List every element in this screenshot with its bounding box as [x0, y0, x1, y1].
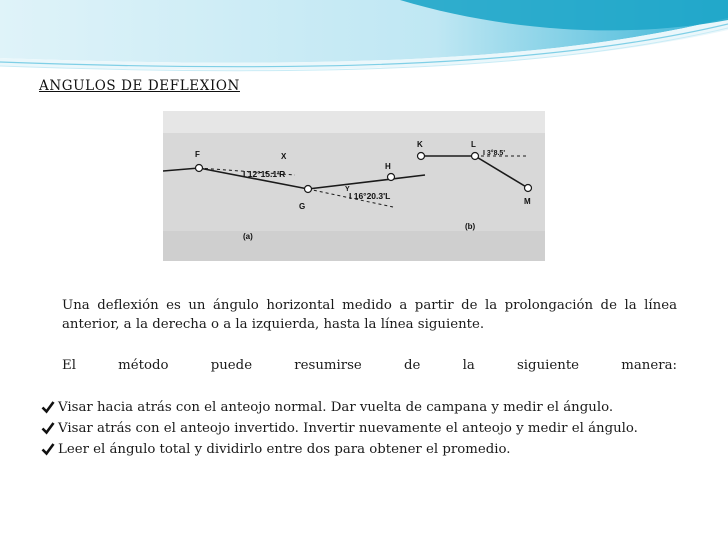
header-wave-decoration: [0, 0, 728, 78]
list-item-text: Leer el ángulo total y dividirlo entre dos para obtener el promedio.: [58, 442, 511, 457]
angle-label-2: I 16°20.3'L: [349, 191, 391, 201]
list-item-text: Visar atrás con el anteojo invertido. Invertir nuevamente el anteojo y medir el ángulo.: [58, 421, 638, 436]
angle-label-1: I 12°15.1'R: [243, 169, 286, 179]
point-label-y: Y: [345, 186, 350, 193]
method-word: resumirse: [294, 358, 362, 373]
point-label-x: X: [281, 152, 287, 161]
list-item-text: Visar hacia atrás con el anteojo normal. Dar vuelta de campana y medir el ángulo.: [58, 400, 614, 415]
point-label-g: G: [299, 202, 306, 211]
point-label-h: H: [385, 162, 391, 171]
list-item: [38, 439, 688, 460]
checkmark-icon: [38, 421, 58, 435]
point-label-m: M: [524, 197, 531, 206]
caption-b: (b): [465, 222, 476, 231]
point-label-f: F: [195, 150, 200, 159]
caption-a: (a): [243, 232, 253, 241]
list-item: [38, 418, 688, 439]
checkmark-icon: [38, 442, 58, 456]
method-word: puede: [210, 358, 253, 373]
slide-title: ANGULOS DE DEFLEXION: [39, 78, 240, 94]
list-item: [38, 397, 688, 418]
method-word: manera:: [621, 358, 677, 373]
method-intro-line: [62, 356, 677, 375]
definition-paragraph: Una deflexión es un ángulo horizontal medido a partir de la prolongación de la línea anterior, a la derecha o a la izquierda, hasta la línea siguiente.: [62, 298, 677, 332]
checkmark-icon: [38, 400, 58, 414]
method-word: siguiente: [516, 358, 580, 373]
deflection-angle-diagram: [163, 111, 545, 261]
method-word: de: [404, 358, 421, 373]
method-steps-list: [38, 397, 688, 460]
angle-label-3: I 3°8.5': [483, 150, 505, 157]
point-label-k: K: [417, 140, 423, 149]
method-word: método: [118, 358, 169, 373]
point-label-l: L: [471, 140, 476, 149]
method-word: El: [62, 358, 76, 373]
method-word: la: [462, 358, 475, 373]
